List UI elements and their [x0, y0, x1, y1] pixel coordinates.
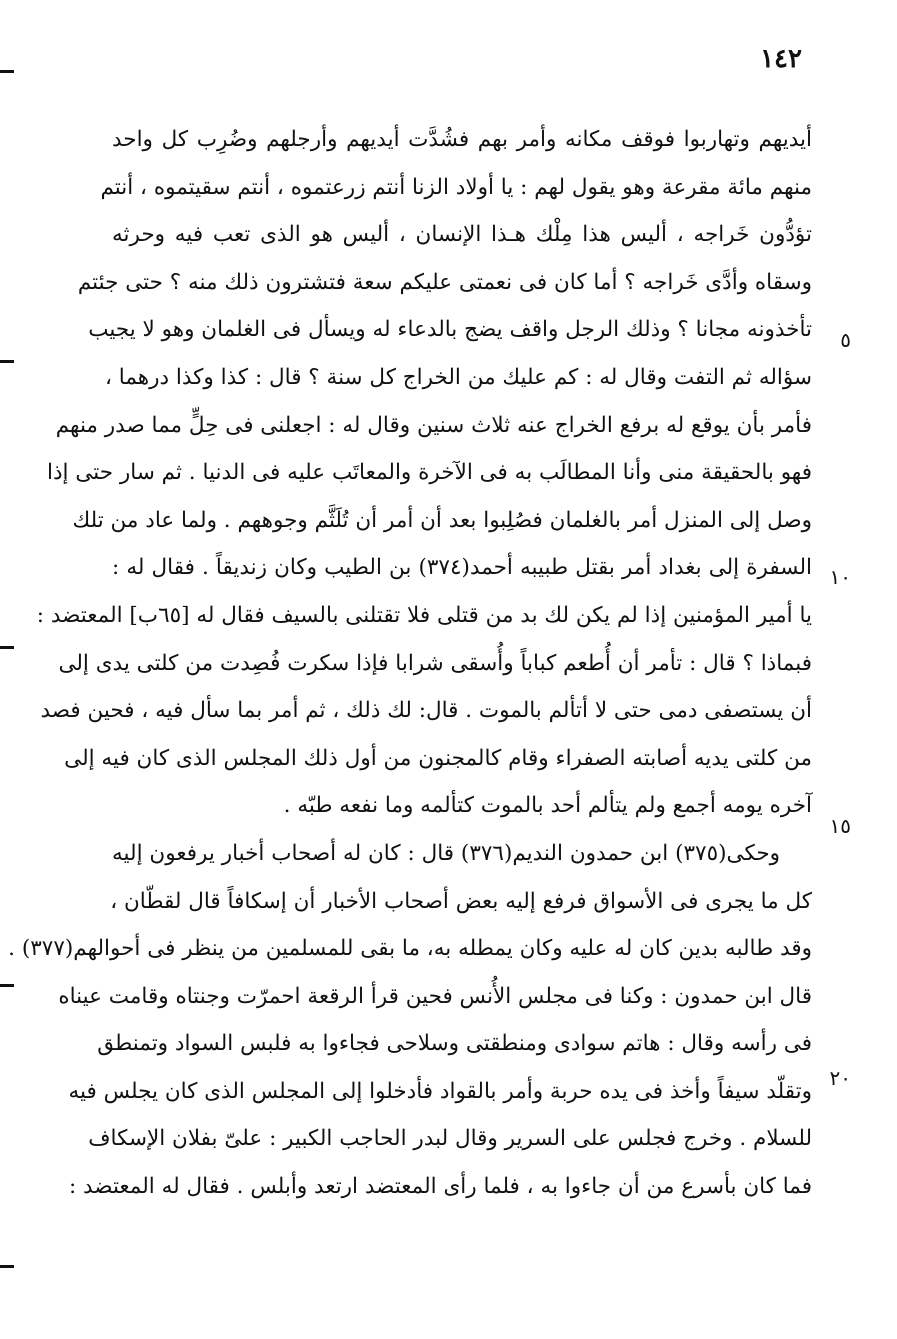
scan-edge-mark [0, 1265, 14, 1268]
line-number-5: ٥ [840, 328, 851, 352]
scan-edge-mark [0, 984, 14, 987]
scan-edge-mark [0, 360, 14, 363]
line-number-20: ٢٠ [829, 1066, 851, 1090]
text-line: يا أمير المؤمنين إذا لم يكن لك بد من قتلى فلا تقتلنى بالسيف فقال له [٦٥ب] المعتضد : [36, 602, 812, 628]
main-text [8, 116, 812, 1211]
text-line: تؤدُّون خَراجه ، أليس هذا مِلْك هـذا الإنسان ، أليس هو الذى تعب فيه وحرثه [112, 222, 812, 248]
text-line: تأخذونه مجانا ؟ وذلك الرجل واقف يضج بالدعاء له ويسأل فى الغلمان وهو لا يجيب [88, 317, 812, 343]
text-line: وسقاه وأدَّى خَراجه ؟ أما كان فى نعمتى عليكم سعة فتشترون ذلك منه ؟ حتى جئتم [77, 269, 812, 295]
text-line: كل ما يجرى فى الأسواق فرفع إليه بعض أصحاب الأخبار أن إسكافاً قال لقطّان ، [110, 888, 812, 914]
text-line: فأمر بأن يوقع له برفع الخراج عنه ثلاث سنين وقال له : اجعلنى فى حِلٍّ مما صدر منهم [55, 412, 812, 438]
text-line: وقد طالبه بدين كان له عليه وكان يمطله به، ما بقى للمسلمين من ينظر فى أحوالهم(٣٧٧) . [8, 936, 812, 962]
text-line: السفرة إلى بغداد أمر بقتل طبيبه أحمد(٣٧٤) بن الطيب وكان زنديقاً . فقال له : [112, 555, 812, 581]
text-line: منهم مائة مقرعة وهو يقول لهم : يا أولاد الزنا أنتم زرعتموه ، أنتم سقيتموه ، أنتم [100, 174, 812, 200]
text-line: أيديهم وتهاربوا فوقف مكانه وأمر بهم فشُدَّت أيديهم وأرجلهم وضُرِب كل واحد [112, 127, 812, 152]
line-number-15: ١٥ [829, 814, 851, 838]
text-line: للسلام . وخرج فجلس على السرير وقال لبدر الحاجب الكبير : علىّ بفلان الإسكاف [88, 1126, 812, 1152]
text-line: آخره يومه أجمع ولم يتألم أحد بالموت كتألمه وما نفعه طبّه . [283, 793, 812, 819]
text-line: سؤاله ثم التفت وقال له : كم عليك من الخراج كل سنة ؟ قال : كذا وكذا درهما ، [105, 364, 812, 390]
text-line: وصل إلى المنزل أمر بالغلمان فصُلِبوا بعد أن أمر أن تُلَثَّم وجوههم . ولما عاد من تلك [72, 507, 812, 533]
text-line: فبماذا ؟ قال : تأمر أن أُطعم كباباً وأُسقى شرابا فإذا سكرت فُصِدت من كلتى يدى إلى [58, 650, 812, 676]
text-line: وحكى(٣٧٥) ابن حمدون النديم(٣٧٦) قال : كان له أصحاب أخبار يرفعون إليه [112, 840, 780, 866]
text-line: فما كان بأسرع من أن جاءوا به ، فلما رأى المعتضد ارتعد وأبلس . فقال له المعتضد : [68, 1174, 812, 1200]
scan-edge-mark [0, 70, 14, 73]
page-number: ١٤٢ [760, 44, 802, 74]
scan-edge-mark [0, 646, 14, 649]
text-line: فهو بالحقيقة منى وأنا المطالَب به فى الآخرة والمعاتَب عليه فى الدنيا . ثم سار حتى إذا [47, 460, 812, 486]
text-line: أن يستصفى دمى حتى لا أتألم بالموت . قال: لك ذلك ، ثم أمر بما سأل فيه ، فحين فصد [40, 698, 812, 724]
text-line: فى رأسه وقال : هاتم سوادى ومنطقتى وسلاحى فجاءوا به فلبس السواد وتمنطق [97, 1031, 812, 1057]
text-line: قال ابن حمدون : وكنا فى مجلس الأُنس فحين قرأ الرقعة احمرّت وجنتاه وقامت عيناه [58, 983, 812, 1009]
text-line: وتقلّد سيفاً وأخذ فى يده حربة وأمر بالقواد فأدخلوا إلى المجلس الذى كان يجلس فيه [68, 1078, 812, 1104]
text-line: من كلتى يديه أصابته الصفراء وقام كالمجنون من أول ذلك المجلس الذى كان فيه إلى [64, 745, 812, 771]
line-number-10: ١٠ [829, 565, 851, 589]
